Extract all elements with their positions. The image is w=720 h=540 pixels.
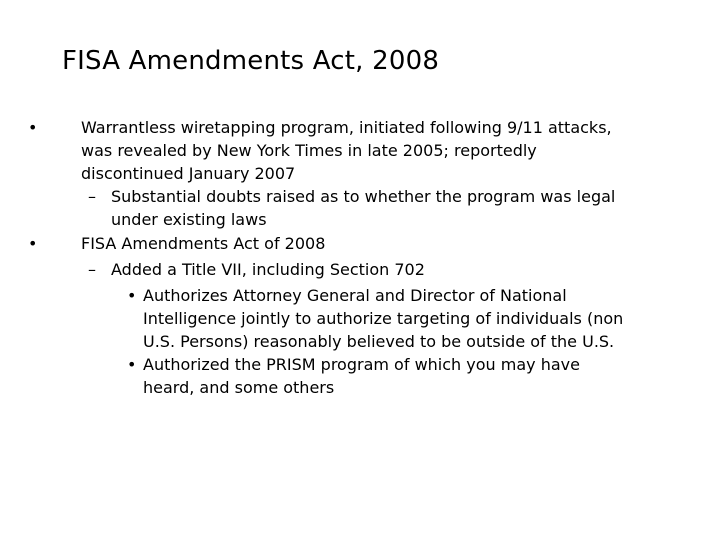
sub-sub-bullet-text-line: Authorized the PRISM program of which you may have	[143, 355, 580, 374]
bullet-marker: •	[28, 118, 38, 137]
sub-sub-bullet-text-line: Authorizes Attorney General and Director of National	[143, 286, 567, 305]
sub-sub-bullet-text-line: heard, and some others	[143, 378, 335, 397]
sub-bullet-marker: –	[88, 260, 96, 279]
sub-bullet-text-line: Substantial doubts raised as to whether the program was legal	[111, 187, 616, 206]
bullet-text-line: FISA Amendments Act of 2008	[81, 234, 326, 253]
bullet-text-line: Warrantless wiretapping program, initiated following 9/11 attacks,	[81, 118, 612, 137]
sub-bullet-text-line: under existing laws	[111, 210, 267, 229]
sub-sub-bullet-text-line: Intelligence jointly to authorize targeting of individuals (non	[143, 309, 624, 328]
sub-sub-bullet-text-line: U.S. Persons) reasonably believed to be outside of the U.S.	[143, 332, 615, 351]
bullet-text-line: discontinued January 2007	[81, 164, 296, 183]
sub-sub-bullet-marker: •	[127, 286, 137, 305]
sub-bullet-text-line: Added a Title VII, including Section 702	[111, 260, 425, 279]
sub-sub-bullet-marker: •	[127, 355, 137, 374]
sub-bullet-marker: –	[88, 187, 96, 206]
bullet-marker: •	[28, 234, 38, 253]
slide-title: FISA Amendments Act, 2008	[62, 46, 440, 76]
bullet-text-line: was revealed by New York Times in late 2005; reportedly	[81, 141, 537, 160]
